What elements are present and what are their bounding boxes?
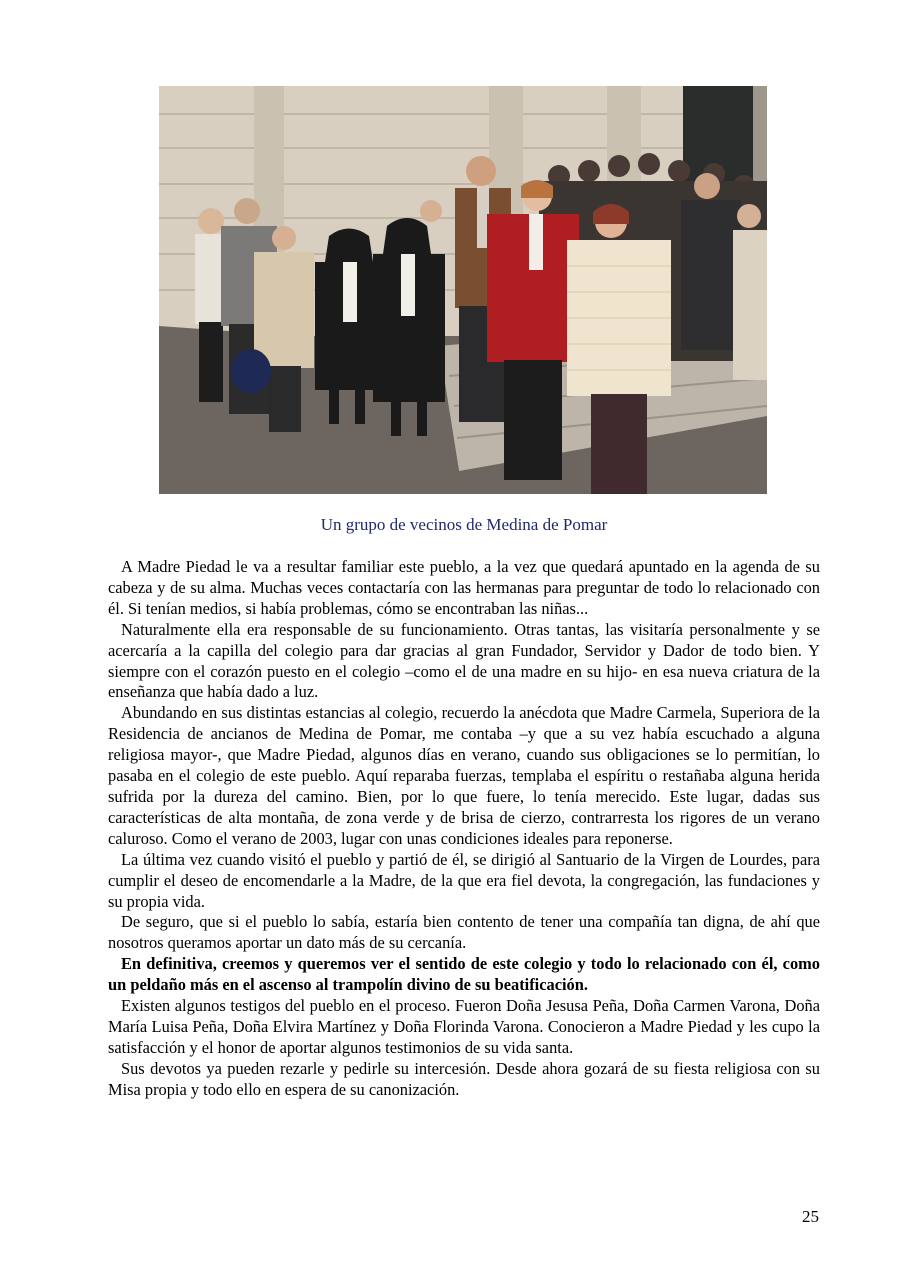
photo-caption: Un grupo de vecinos de Medina de Pomar — [320, 515, 608, 534]
paragraph: Abundando en sus distintas estancias al colegio, recuerdo la anécdota que Madre Carmela, Superiora de la Residencia de ancianos de Medina de Pomar, me contaba –y que a su vez había escuchado a alguna religiosa mayor-, que Madre Piedad, algunos días en verano, cuando sus obligaciones se lo permitían, lo pasaba en el colegio de este pueblo. Aquí reparaba fuerzas, templaba el espíritu o restañaba alguna herida sufrida por la dureza del camino. Bien, por lo que fuere, lo tenía merecido. Este lugar, dadas sus características de alta montaña, de zona verde y de brisa de cierzo, contrarresta los rigores de un verano caluroso. Como el verano de 2003, lugar con unas condiciones ideales para reponerse. — [108, 703, 820, 848]
paragraph: La última vez cuando visitó el pueblo y partió de él, se dirigió al Santuario de la Virgen de Lourdes, para cumplir el deseo de encomendarle a la Madre, de la que era fiel devota, la congregación, las fundaciones y su propia vida. — [108, 849, 820, 911]
paragraph-bold: En definitiva, creemos y queremos ver el sentido de este colegio y todo lo relacionado con él, como un peldaño más en el ascenso al trampolín divino de su beatificación. — [108, 954, 820, 995]
group-photo — [159, 86, 767, 494]
page-number: 25 — [802, 1207, 819, 1226]
group-photo-illustration — [159, 86, 767, 494]
paragraph: Naturalmente ella era responsable de su funcionamiento. Otras tantas, las visitaría personalmente y se acercaría a la capilla del colegio para dar gracias al gran Fundador, Servidor y Dador de todo bien. Y siempre con el corazón puesto en el colegio –como el de una madre en su hijo- en esa nueva criatura de la enseñanza que había dado a luz. — [108, 619, 820, 702]
paragraph: De seguro, que si el pueblo lo sabía, estaría bien contento de tener una compañía tan digna, de ahí que nosotros queramos aportar un dato más de su cercanía. — [108, 912, 820, 953]
paragraph: A Madre Piedad le va a resultar familiar este pueblo, a la vez que quedará apuntado en la agenda de su cabeza y de su alma. Muchas veces contactaría con las hermanas para preguntar de todo lo relacionado con él. Si tenían medios, si había problemas, cómo se encontraban las niñas... — [108, 557, 820, 618]
paragraph: Sus devotos ya pueden rezarle y pedirle su intercesión. Desde ahora gozará de su fiesta religiosa con su Misa propia y todo ello en espera de su canonización. — [108, 1058, 820, 1099]
body-text — [108, 557, 820, 1101]
paragraph: Existen algunos testigos del pueblo en el proceso. Fueron Doña Jesusa Peña, Doña Carmen Varona, Doña María Luisa Peña, Doña Elvira Martínez y Doña Florinda Varona. Conocieron a Madre Piedad y les cupo la satisfacción y el honor de aportar algunos testimonios de su vida santa. — [108, 996, 820, 1057]
